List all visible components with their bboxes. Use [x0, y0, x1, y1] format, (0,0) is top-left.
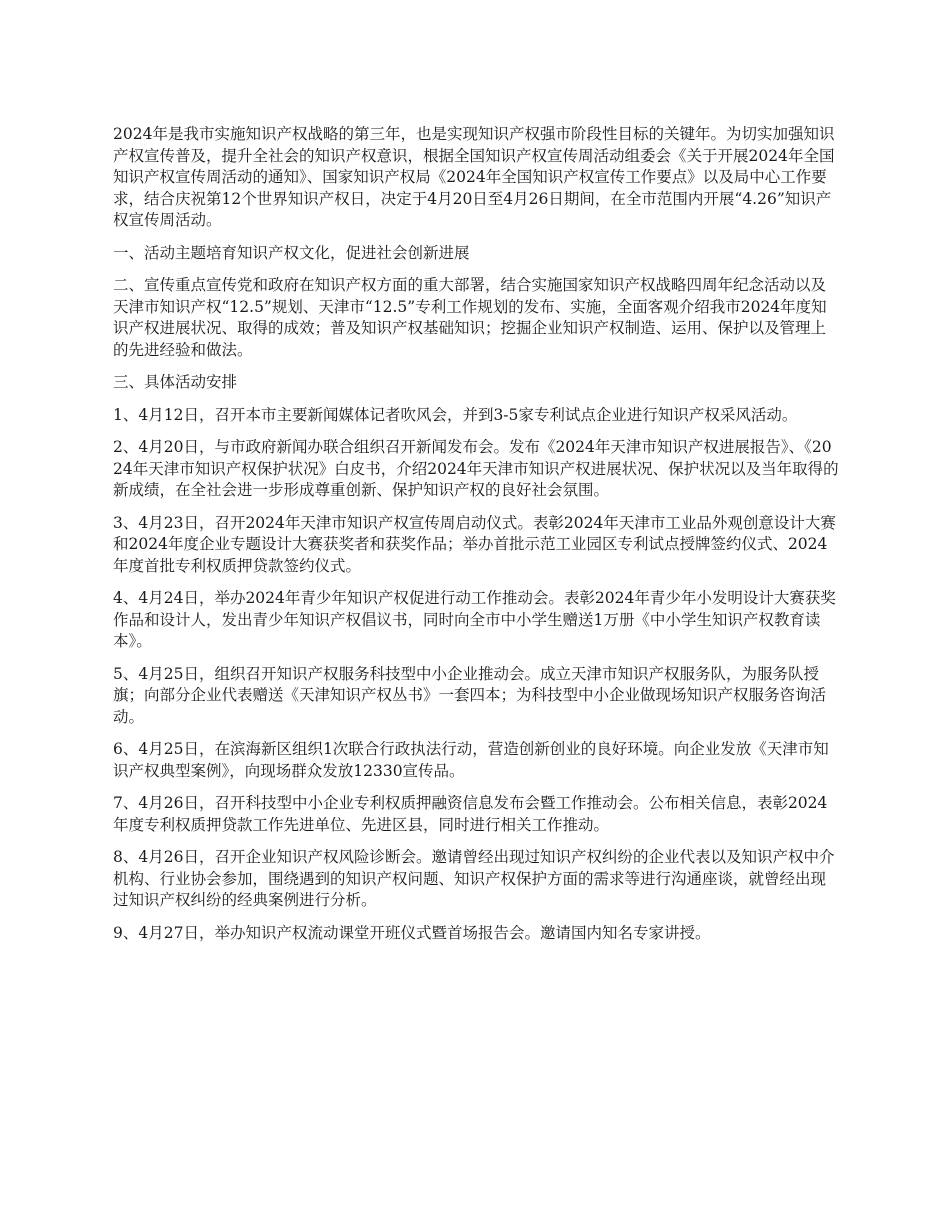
- activity-item-5: 5、4月25日，组织召开知识产权服务科技型中小企业推动会。成立天津市知识产权服务队，为服务队授旗；向部分企业代表赠送《天津知识产权丛书》一套四本；为科技型中小企业做现场知识产权服务咨询活动。: [113, 664, 827, 726]
- document-body: [113, 124, 841, 955]
- activity-item-7: 7、4月26日，召开科技型中小企业专利权质押融资信息发布会暨工作推动会。公布相关信息，表彰2024年度专利权质押贷款工作先进单位、先进区县，同时进行相关工作推动。: [113, 794, 828, 834]
- activity-item-6: 6、4月25日，在滨海新区组织1次联合行政执法行动，营造创新创业的良好环境。向企业发放《天津市知识产权典型案例》，向现场群众发放12330宣传品。: [113, 740, 829, 780]
- intro-paragraph: 2024年是我市实施知识产权战略的第三年，也是实现知识产权强市阶段性目标的关键年。为切实加强知识产权宣传普及，提升全社会的知识产权意识，根据全国知识产权宣传周活动组委会《关于开展2024年全国知识产权宣传周活动的通知》、国家知识产权局《2024年全国知识产权宣传工作要点》以及局中心工作要求，结合庆祝第12个世界知识产权日，决定于4月20日至4月26日期间，在全市范围内开展“4.26”知识产权宣传周活动。: [113, 125, 835, 229]
- activity-item-3: 3、4月23日，召开2024年天津市知识产权宣传周启动仪式。表彰2024年天津市工业品外观创意设计大赛和2024年度企业专题设计大赛获奖者和获奖作品；举办首批示范工业园区专利试点授牌签约仪式、2024年度首批专利权质押贷款签约仪式。: [113, 513, 836, 575]
- activity-item-4: 4、4月24日，举办2024年青少年知识产权促进行动工作推动会。表彰2024年青少年小发明设计大赛获奖作品和设计人，发出青少年知识产权倡议书，同时向全市中小学生赠送1万册《中小学生知识产权教育读本》。: [113, 589, 836, 650]
- section-activities-heading: 三、具体活动安排: [113, 373, 238, 391]
- activity-item-9: 9、4月27日，举办知识产权流动课堂开班仪式暨首场报告会。邀请国内知名专家讲授。: [113, 923, 711, 942]
- section-focus-paragraph: 二、宣传重点宣传党和政府在知识产权方面的重大部署，结合实施国家知识产权战略四周年纪念活动以及天津市知识产权“12.5”规划、天津市“12.5”专利工作规划的发布、实施，全面客观介绍我市2024年度知识产权进展状况、取得的成效；普及知识产权基础知识；挖掘企业知识产权制造、运用、保护以及管理上的先进经验和做法。: [113, 276, 827, 359]
- activity-item-1: 1、4月12日，召开本市主要新闻媒体记者吹风会，并到3-5家专利试点企业进行知识产权采风活动。: [113, 405, 798, 424]
- activity-item-2: 2、4月20日，与市政府新闻办联合组织召开新闻发布会。发布《2024年天津市知识产权进展报告》、《2024年天津市知识产权保护状况》白皮书，介绍2024年天津市知识产权进展状况、保护状况以及当年取得的新成绩，在全社会进一步形成尊重创新、保护知识产权的良好社会氛围。: [113, 438, 839, 499]
- activity-item-8: 8、4月26日，召开企业知识产权风险诊断会。邀请曾经出现过知识产权纠纷的企业代表以及知识产权中介机构、行业协会参加，围绕遇到的知识产权问题、知识产权保护方面的需求等进行沟通座谈，就曾经出现过知识产权纠纷的经典案例进行分析。: [113, 848, 835, 909]
- section-theme-heading: 一、活动主题培育知识产权文化，促进社会创新进展: [113, 243, 470, 262]
